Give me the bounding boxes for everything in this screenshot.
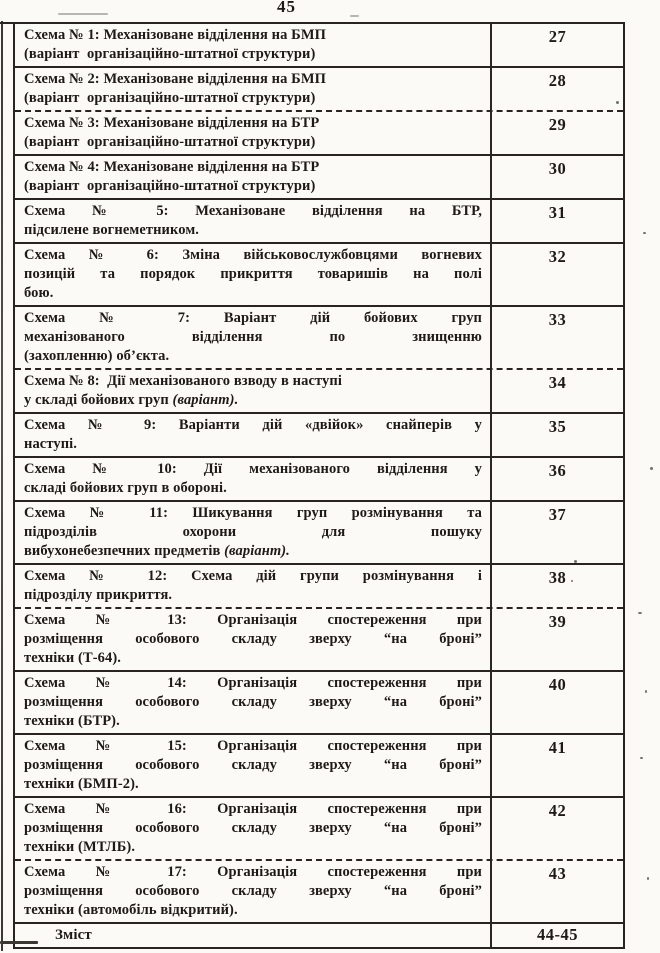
toc-entry-line: техніки (БМП-2).: [24, 776, 139, 792]
toc-entry-line: Схема № 16: Організація спостереження при: [24, 801, 482, 817]
scan-artifact: [616, 101, 619, 104]
toc-entry-line: (захопленню) об’єкта.: [24, 348, 170, 364]
toc-entry-line: Схема № 4: Механізоване відділення на БТР: [24, 159, 320, 175]
toc-row: [15, 733, 623, 796]
toc-entry-title: [15, 414, 492, 456]
toc-entry-title: [15, 244, 492, 305]
scan-artifact: [640, 757, 643, 759]
toc-entry-page: 37: [548, 505, 567, 524]
toc-entry-line: (варіант організаційно-штатної структури): [24, 178, 316, 194]
toc-entry-line: техніки (Т-64).: [24, 650, 122, 666]
toc-entry-line: механізованого відділення по знищенню: [24, 329, 482, 345]
toc-entry-page: 28: [548, 71, 567, 90]
toc-entry-page: 31: [548, 203, 567, 222]
toc-entry-line: (варіант організаційно-штатної структури): [24, 134, 316, 150]
toc-entry-line: Схема № 2: Механізоване відділення на БМП: [24, 71, 326, 87]
toc-entry-page: 41: [548, 738, 567, 757]
toc-entry-italic-note: (варіант).: [224, 543, 290, 559]
toc-row: [15, 368, 623, 412]
toc-entry-page: 35: [548, 417, 567, 436]
toc-entry-title: [15, 798, 492, 859]
toc-entry-line: розміщення особового складу зверху “на броні”: [24, 820, 482, 836]
toc-row: [15, 607, 623, 670]
toc-entry-title: [15, 24, 492, 66]
toc-entry-line: Схема № 5: Механізоване відділення на БТР,: [24, 203, 482, 219]
toc-entry-line: Схема № 7: Варіант дій бойових груп: [24, 310, 482, 326]
toc-entry-line: Схема № 9: Варіанти дій «двійок» снайперів у: [24, 417, 482, 433]
toc-entry-page: 34: [548, 373, 567, 392]
toc-entry-line: Схема № 13: Організація спостереження при: [24, 612, 482, 628]
scan-artifact: [643, 232, 646, 234]
toc-row: [15, 563, 623, 607]
toc-entry-line: бою.: [24, 285, 54, 301]
toc-entry-line: техніки (БТР).: [24, 713, 120, 729]
toc-footer-row: [15, 922, 623, 947]
scan-artifact: [645, 690, 647, 693]
toc-entry-line: розміщення особового складу зверху “на броні”: [24, 757, 482, 773]
toc-entry-line: вибухонебезпечних предметів (варіант).: [24, 543, 290, 559]
toc-entry-line: позицій та порядок прикриття товаришів на полі: [24, 266, 482, 282]
toc-entry-title: [15, 458, 492, 500]
toc-entry-line: складі бойових груп в обороні.: [24, 480, 227, 496]
toc-entry-title: [15, 609, 492, 670]
toc-entry-title: [15, 156, 492, 198]
toc-entry-page: 40: [548, 675, 567, 694]
toc-row: [15, 796, 623, 859]
page-number-header: 45: [277, 0, 296, 16]
toc-row: [15, 242, 623, 305]
scan-artifact: [0, 941, 38, 944]
toc-row: [15, 305, 623, 368]
toc-row: [15, 670, 623, 733]
scan-artifact: [638, 612, 642, 614]
toc-entry-page: 30: [548, 159, 567, 178]
toc-entry-line: Схема № 10: Дії механізованого відділення у: [24, 461, 482, 477]
toc-entry-title: [15, 200, 492, 242]
toc-entry-line: Схема № 6: Зміна військовослужбовцями вогневих: [24, 247, 482, 263]
toc-entry-line: Схема № 12: Схема дій групи розмінування і: [24, 568, 482, 584]
toc-entry-line: Схема № 14: Організація спостереження при: [24, 675, 482, 691]
toc-entry-line: Схема № 1: Механізоване відділення на БМП: [24, 27, 326, 43]
toc-row: [15, 24, 623, 66]
toc-entry-line: Схема № 11: Шикування груп розмінування та: [24, 505, 482, 521]
scan-artifact: [650, 467, 653, 470]
scan-artifact: [350, 15, 359, 17]
toc-entry-line: Схема № 3: Механізоване відділення на БТР: [24, 115, 320, 131]
toc-entry-line: підсилене вогнеметником.: [24, 222, 200, 238]
toc-entry-page: 38: [548, 568, 567, 587]
toc-entry-italic-note: (варіант).: [172, 392, 239, 408]
toc-entry-title: [15, 307, 492, 368]
toc-entry-line: розміщення особового складу зверху “на броні”: [24, 883, 482, 899]
toc-entry-page: 43: [548, 864, 567, 883]
toc-row: [15, 456, 623, 500]
toc-entry-page: 42: [548, 801, 567, 820]
toc-entry-title: [15, 924, 492, 947]
toc-row: [15, 154, 623, 198]
toc-entry-line: наступі.: [24, 436, 78, 452]
scan-artifact: [571, 580, 573, 582]
toc-row: [15, 110, 623, 154]
toc-row: [15, 66, 623, 110]
toc-entry-line: техніки (МТЛБ).: [24, 839, 136, 855]
toc-row: [15, 412, 623, 456]
toc-entry-page: 32: [548, 247, 567, 266]
scan-artifact: [647, 877, 649, 880]
toc-entry-line: Зміст: [55, 927, 92, 943]
toc-entry-line: (варіант організаційно-штатної структури): [24, 46, 316, 62]
toc-entry-line: у складі бойових груп (варіант).: [24, 392, 239, 408]
page-edge-scan-line: [1, 21, 3, 951]
toc-entry-page: 36: [548, 461, 567, 480]
toc-entry-line: техніки (автомобіль відкритий).: [24, 902, 238, 918]
toc-entry-title: [15, 112, 492, 154]
toc-row: [15, 198, 623, 242]
toc-entry-title: [15, 672, 492, 733]
toc-entry-line: розміщення особового складу зверху “на броні”: [24, 631, 482, 647]
scan-artifact: [58, 13, 108, 15]
toc-entry-title: [15, 502, 492, 563]
toc-entry-line: підрозділу прикриття.: [24, 587, 173, 603]
toc-row: [15, 859, 623, 922]
table-border-extension: [0, 22, 14, 24]
toc-row: [15, 500, 623, 563]
toc-entry-page: 27: [548, 27, 567, 46]
toc-entry-page: 29: [548, 115, 567, 134]
scan-artifact: [574, 560, 577, 563]
toc-entry-title: [15, 68, 492, 110]
toc-entry-line: Схема № 8: Дії механізованого взводу в наступі: [24, 373, 342, 389]
toc-entry-title: [15, 735, 492, 796]
toc-entry-line: Схема № 15: Організація спостереження при: [24, 738, 482, 754]
toc-entry-title: [15, 370, 492, 412]
toc-entry-page: 39: [548, 612, 567, 631]
toc-entry-line: Схема № 17: Організація спостереження при: [24, 864, 482, 880]
toc-entry-page: 44-45: [537, 925, 578, 944]
toc-entry-page: 33: [548, 310, 567, 329]
toc-entry-line: підрозділів охорони для пошуку: [24, 524, 482, 540]
toc-table: [13, 22, 625, 949]
toc-entry-line: (варіант організаційно-штатної структури): [24, 90, 316, 106]
toc-entry-title: [15, 565, 492, 607]
toc-entry-line: розміщення особового складу зверху “на броні”: [24, 694, 482, 710]
toc-entry-title: [15, 861, 492, 922]
